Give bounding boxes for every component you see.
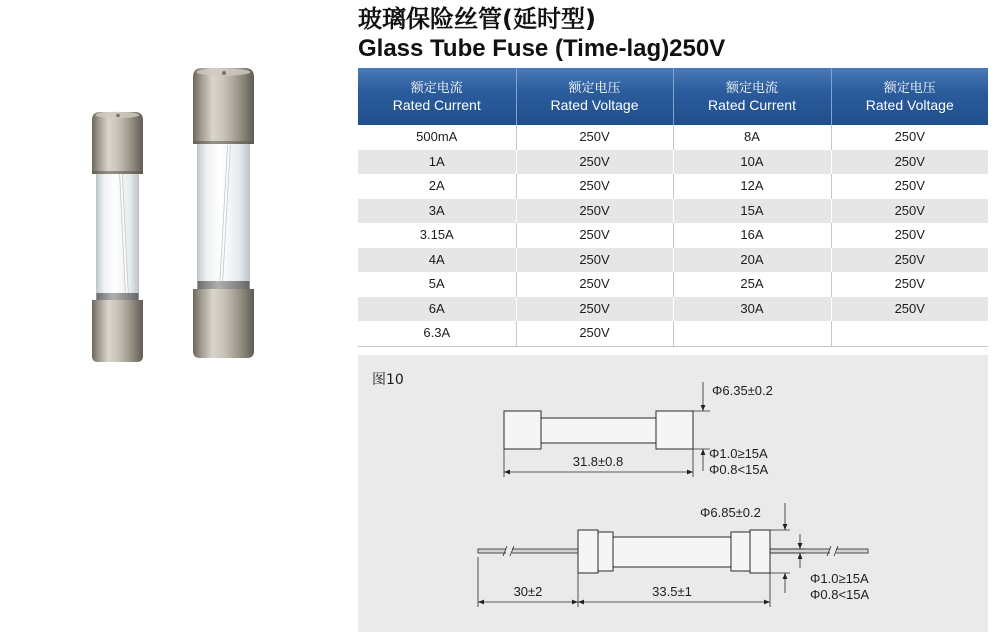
plain-fuse-diagram: [504, 411, 693, 449]
header-label-en: Rated Voltage: [550, 96, 639, 113]
rated-voltage-cell: 250V: [516, 150, 673, 175]
rated-current-cell: 15A: [673, 199, 831, 224]
cap-edge-shade: [92, 171, 143, 174]
header-label-en: Rated Current: [708, 96, 796, 113]
right-end-cap-outer: [750, 530, 770, 573]
header-rated-current: [358, 68, 516, 125]
left-lead-wire: [478, 549, 578, 553]
table-row: [358, 248, 988, 273]
rated-voltage-cell: [831, 321, 988, 346]
leaded-fuse-wire-large-label: Φ1.0≥15A: [810, 571, 869, 586]
rated-voltage-cell: 250V: [831, 223, 988, 248]
rated-voltage-cell: 250V: [831, 199, 988, 224]
rated-current-cell: 6A: [358, 297, 516, 322]
plain-fuse-wire-large-label: Φ1.0≥15A: [709, 446, 768, 461]
header-label-en: Rated Voltage: [865, 96, 954, 113]
leaded-fuse-diameter-label: Φ6.85±0.2: [700, 505, 761, 520]
table-row: [358, 272, 988, 297]
rated-current-cell: 4A: [358, 248, 516, 273]
rated-voltage-cell: 250V: [516, 248, 673, 273]
rated-voltage-cell: 250V: [516, 223, 673, 248]
rated-voltage-cell: 250V: [831, 272, 988, 297]
fuse-product-photo: [0, 0, 300, 400]
rated-current-cell: 20A: [673, 248, 831, 273]
table-row: [358, 223, 988, 248]
table-row: [358, 125, 988, 150]
glass-cap-band: [97, 293, 139, 301]
rated-current-cell: 25A: [673, 272, 831, 297]
bottom-end-cap: [193, 289, 254, 358]
leaded-fuse-diagram: [478, 530, 868, 573]
rated-current-cell: 500mA: [358, 125, 516, 150]
header-rated-current: [673, 68, 831, 125]
rated-voltage-cell: 250V: [516, 321, 673, 346]
rated-current-cell: 30A: [673, 297, 831, 322]
rated-voltage-cell: 250V: [516, 125, 673, 150]
rated-current-cell: [673, 321, 831, 346]
plain-fuse-diameter-label: Φ6.35±0.2: [712, 383, 773, 398]
left-end-cap-inner: [598, 532, 613, 571]
rated-current-cell: 8A: [673, 125, 831, 150]
cap-pin-dot: [222, 71, 226, 75]
right-end-cap: [656, 411, 693, 449]
glass-cap-band: [198, 281, 250, 290]
page-title-chinese: 玻璃保险丝管(延时型): [358, 5, 596, 33]
tube-body: [613, 537, 731, 567]
right-end-cap-inner: [731, 532, 750, 571]
header-label-cn: 额定电流: [410, 80, 463, 96]
right-lead-wire: [770, 549, 868, 553]
small-glass-fuse: [92, 112, 143, 362]
table-row: [358, 150, 988, 175]
header-label-cn: 额定电压: [883, 80, 936, 96]
rated-voltage-cell: 250V: [516, 272, 673, 297]
plain-fuse-wire-small-label: Φ0.8<15A: [709, 462, 769, 477]
plain-fuse-length-label: 31.8±0.8: [572, 454, 624, 469]
header-label-en: Rated Current: [392, 96, 481, 113]
page-title-english: Glass Tube Fuse (Time-lag)250V: [358, 35, 726, 62]
rated-current-cell: 16A: [673, 223, 831, 248]
glass-tube: [97, 172, 139, 301]
rated-voltage-cell: 250V: [516, 297, 673, 322]
left-end-cap: [504, 411, 541, 449]
table-row: [358, 297, 988, 322]
top-end-cap: [92, 112, 143, 174]
cap-pin-dot: [116, 114, 120, 118]
rated-current-cell: 5A: [358, 272, 516, 297]
dimension-drawing-panel: [358, 355, 988, 632]
rated-voltage-cell: 250V: [516, 199, 673, 224]
rated-voltage-cell: 250V: [831, 248, 988, 273]
top-end-cap: [193, 68, 254, 144]
table-header-row: [358, 68, 988, 125]
leaded-fuse-lead-length-label: 30±2: [513, 584, 543, 599]
leaded-fuse-wire-small-label: Φ0.8<15A: [810, 587, 870, 602]
dimension-drawing: [358, 355, 988, 632]
left-end-cap-outer: [578, 530, 598, 573]
header-rated-voltage: [516, 68, 673, 125]
rated-voltage-cell: 250V: [516, 174, 673, 199]
rated-current-cell: 2A: [358, 174, 516, 199]
rated-current-cell: 6.3A: [358, 321, 516, 346]
large-glass-fuse: [193, 68, 254, 358]
table-row: [358, 199, 988, 224]
bottom-end-cap: [92, 300, 143, 362]
rated-voltage-cell: 250V: [831, 150, 988, 175]
rated-current-cell: 10A: [673, 150, 831, 175]
rated-voltage-cell: 250V: [831, 125, 988, 150]
tube-body: [541, 418, 656, 443]
rated-current-cell: 3A: [358, 199, 516, 224]
cap-edge-shade: [193, 141, 254, 144]
rated-current-cell: 3.15A: [358, 223, 516, 248]
rated-current-cell: 1A: [358, 150, 516, 175]
rating-table: [358, 68, 988, 347]
rated-current-cell: 12A: [673, 174, 831, 199]
figure-label: 图10: [372, 372, 404, 388]
table-row: [358, 321, 988, 346]
rated-voltage-cell: 250V: [831, 174, 988, 199]
header-rated-voltage: [831, 68, 988, 125]
header-label-cn: 额定电流: [725, 80, 778, 96]
leaded-fuse-body-length-label: 33.5±1: [652, 584, 692, 599]
rated-voltage-cell: 250V: [831, 297, 988, 322]
header-label-cn: 额定电压: [568, 80, 621, 96]
table-row: [358, 174, 988, 199]
